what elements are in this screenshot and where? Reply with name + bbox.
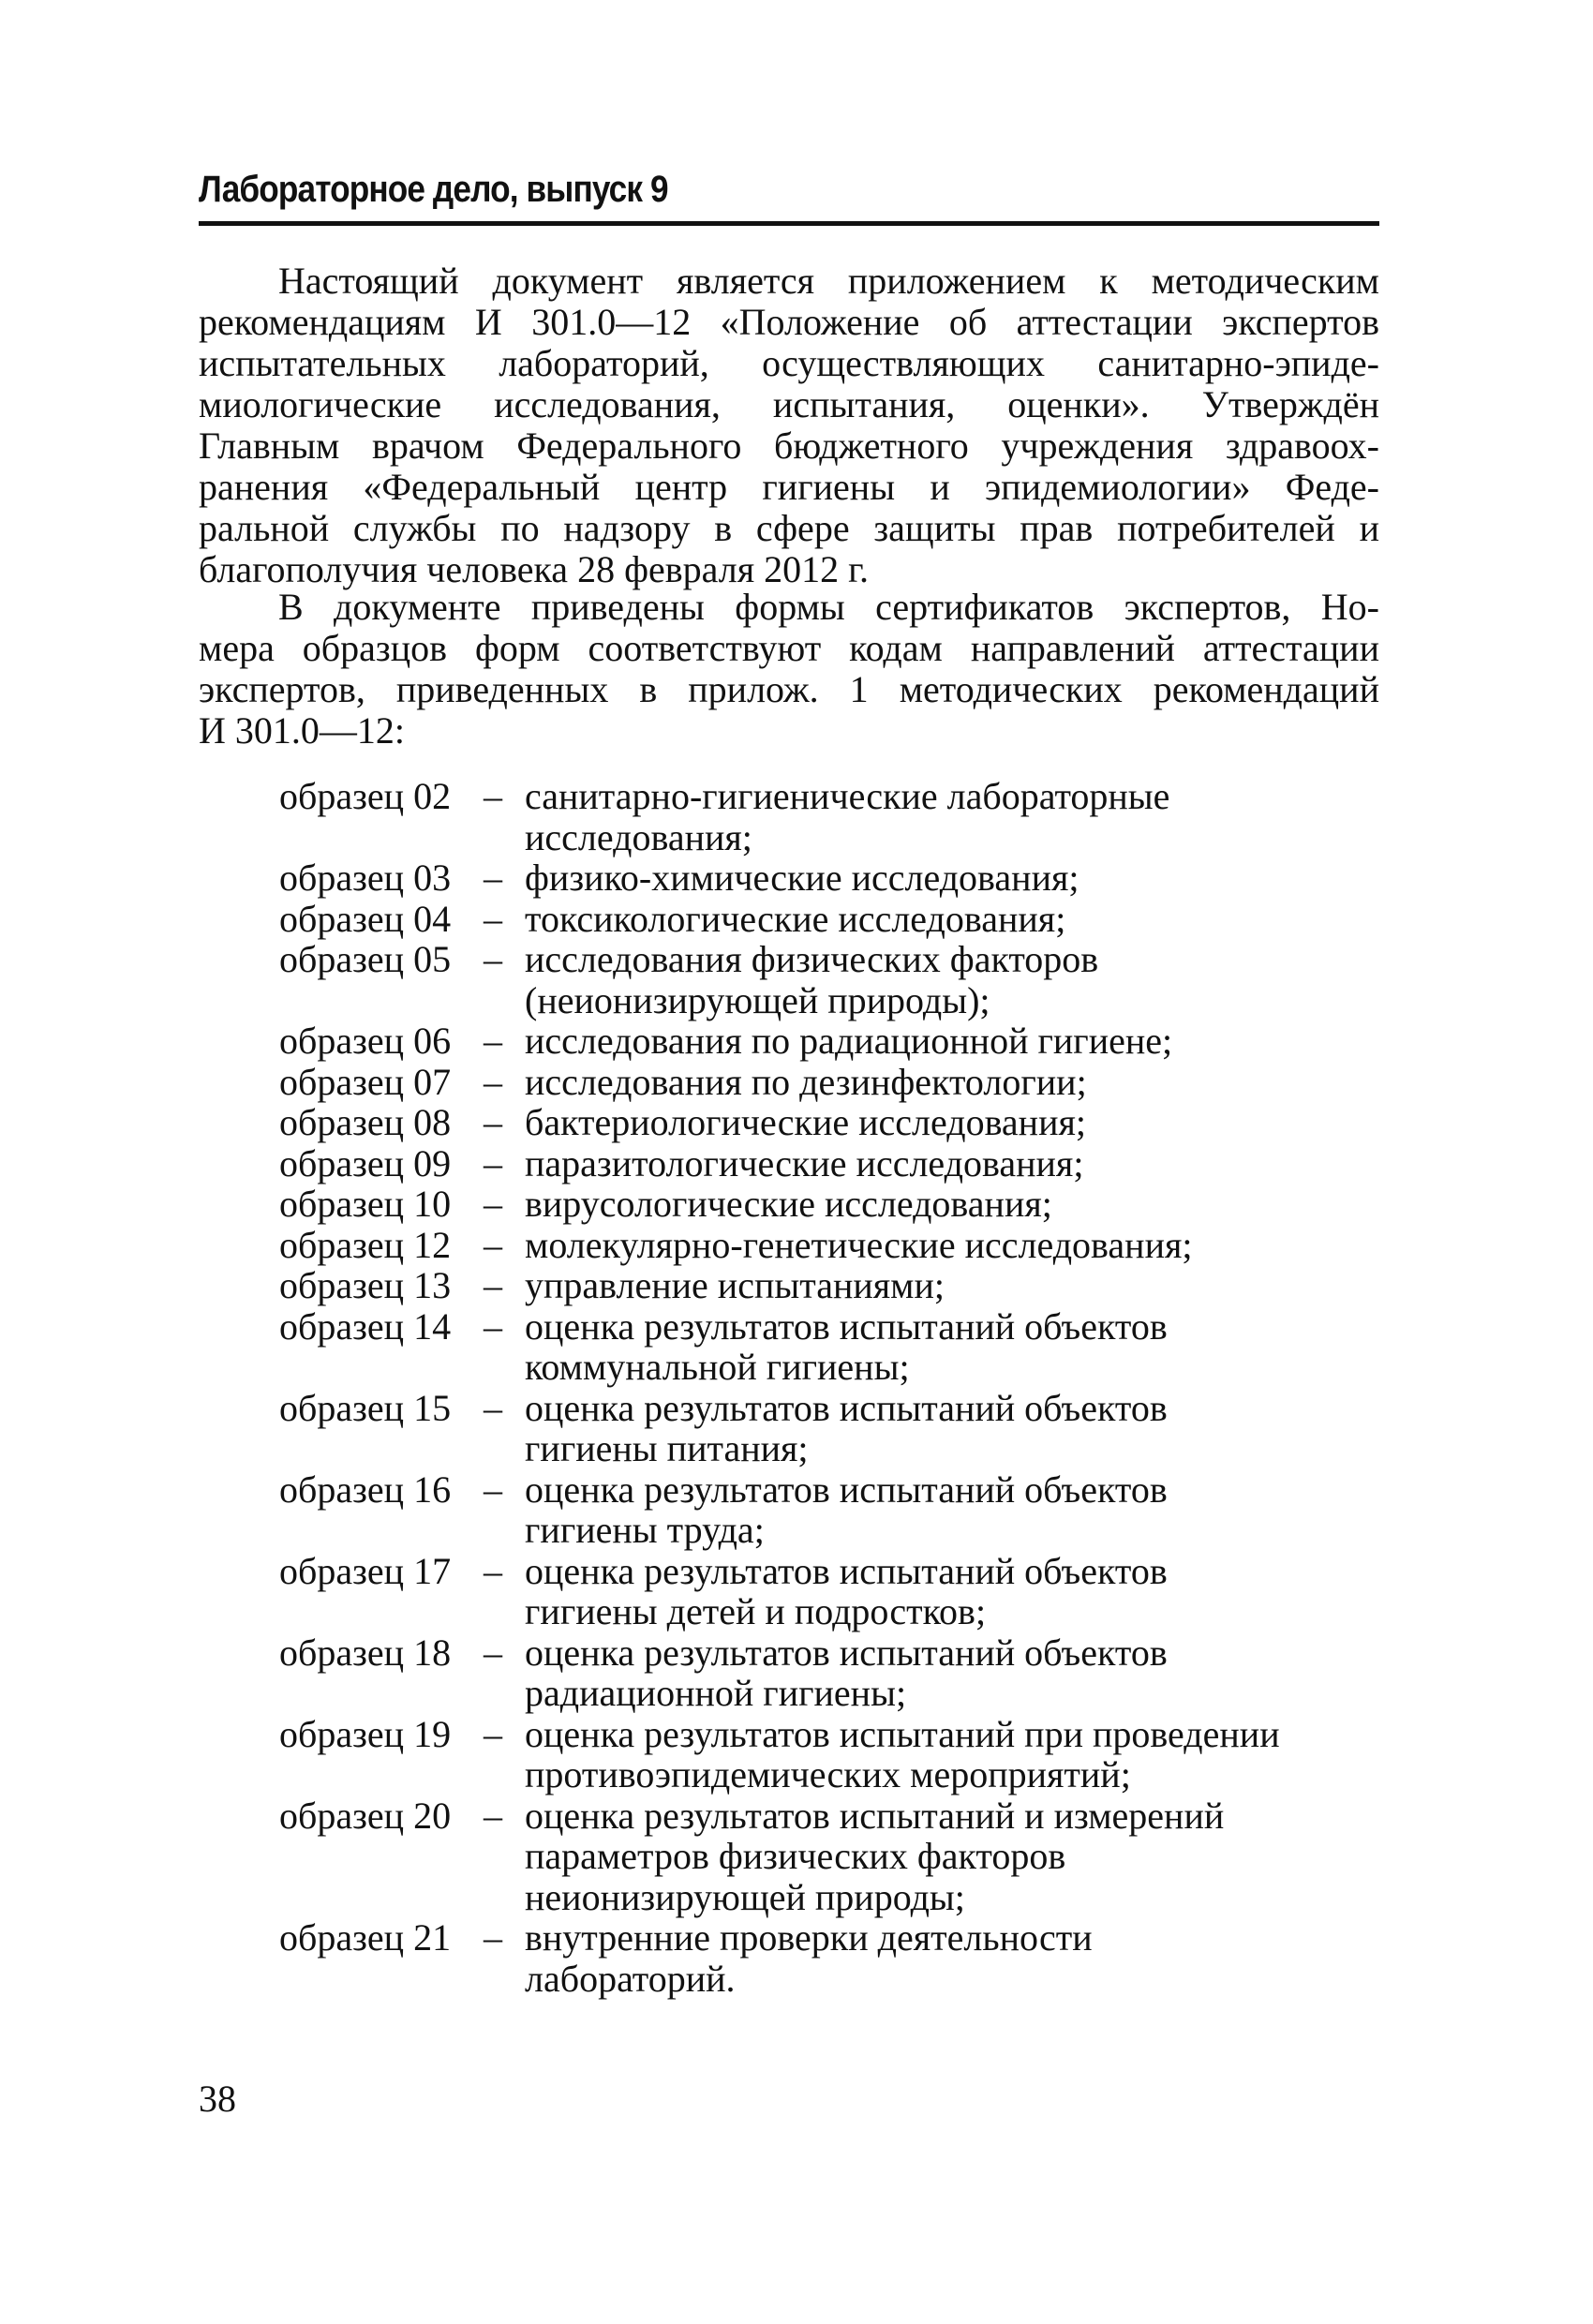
paragraph-line: В документе приведены формы сертификатов экспертов, Но- <box>278 586 1379 628</box>
sample-dash: – <box>484 1631 502 1674</box>
sample-item <box>279 1632 1404 1714</box>
paragraph-line: миологические исследования, испытания, оценки». Утверждён <box>199 383 1379 425</box>
sample-description: управление испытаниями; <box>525 1264 945 1306</box>
sample-description: исследования по дезинфектологии; <box>525 1060 1087 1103</box>
sample-dash: – <box>484 1183 502 1225</box>
sample-code: образец 20 <box>279 1794 452 1837</box>
sample-code: образец 18 <box>279 1631 452 1674</box>
paragraph-line: благополучия человека 28 февраля 2012 г. <box>199 548 869 590</box>
sample-item <box>279 1388 1404 1469</box>
paragraph-line: экспертов, приведенных в прилож. 1 методических рекомендаций <box>199 668 1379 710</box>
sample-item <box>279 1917 1404 1999</box>
sample-dash: – <box>484 1304 502 1348</box>
sample-item <box>279 857 1404 899</box>
sample-dash: – <box>484 897 502 940</box>
sample-code: образец 09 <box>279 1141 452 1184</box>
sample-code: образец 17 <box>279 1549 452 1592</box>
sample-item <box>279 1714 1404 1795</box>
sample-description: оценка результатов испытаний объектов гигиены детей и подростков; <box>525 1549 1168 1632</box>
sample-description: физико-химические исследования; <box>525 857 1079 899</box>
sample-code: образец 02 <box>279 775 452 817</box>
sample-description: оценка результатов испытаний объектов гигиены питания; <box>525 1386 1168 1469</box>
sample-item <box>279 1306 1404 1388</box>
sample-dash: – <box>484 938 502 980</box>
sample-description: исследования физических факторов (неионизирующей природы); <box>525 938 1099 1021</box>
sample-item <box>279 1102 1404 1143</box>
sample-item <box>279 776 1404 857</box>
sample-code: образец 06 <box>279 1020 452 1062</box>
sample-description: паразитологические исследования; <box>525 1141 1084 1184</box>
sample-dash: – <box>484 1794 502 1837</box>
sample-description: оценка результатов испытаний и измерений параметров физических факторов неионизирующей природы; <box>525 1794 1225 1918</box>
sample-dash: – <box>484 1020 502 1062</box>
sample-code: образец 03 <box>279 857 452 899</box>
sample-dash: – <box>484 1223 502 1266</box>
sample-code: образец 15 <box>279 1386 452 1429</box>
sample-item <box>279 1551 1404 1632</box>
sample-item <box>279 1020 1404 1062</box>
sample-description: бактериологические исследования; <box>525 1101 1087 1143</box>
sample-code: образец 21 <box>279 1916 452 1959</box>
sample-item <box>279 1062 1404 1103</box>
sample-dash: – <box>484 1712 502 1755</box>
sample-code: образец 16 <box>279 1467 452 1511</box>
paragraph-line: И 301.0—12: <box>199 709 405 752</box>
sample-dash: – <box>484 1916 502 1959</box>
sample-dash: – <box>484 1060 502 1103</box>
sample-item <box>279 1469 1404 1551</box>
sample-item <box>279 1225 1404 1266</box>
sample-dash: – <box>484 1141 502 1184</box>
sample-code: образец 13 <box>279 1264 452 1306</box>
sample-description: оценка результатов испытаний объектов радиационной гигиены; <box>525 1631 1168 1714</box>
sample-dash: – <box>484 775 502 817</box>
sample-item <box>279 1265 1404 1306</box>
sample-description: молекулярно-генетические исследования; <box>525 1223 1193 1266</box>
sample-code: образец 08 <box>279 1101 452 1143</box>
paragraph-line: мера образцов форм соответствуют кодам направлений аттестации <box>199 627 1379 669</box>
sample-item <box>279 899 1404 940</box>
sample-description: оценка результатов испытаний при проведении противоэпидемических мероприятий; <box>525 1712 1280 1795</box>
running-header-title: Лабораторное дело, выпуск 9 <box>199 169 668 210</box>
sample-dash: – <box>484 857 502 899</box>
paragraph-line: Настоящий документ является приложением к методическим <box>278 260 1379 302</box>
page-number: 38 <box>199 2078 236 2120</box>
sample-dash: – <box>484 1549 502 1592</box>
header-rule <box>199 221 1379 226</box>
paragraph-line: рекомендациям И 301.0—12 «Положение об аттестации экспертов <box>199 301 1379 343</box>
sample-description: вирусологические исследования; <box>525 1183 1052 1225</box>
sample-dash: – <box>484 1264 502 1306</box>
sample-description: оценка результатов испытаний объектов коммунальной гигиены; <box>525 1304 1168 1388</box>
sample-description: внутренние проверки деятельности лабораторий. <box>525 1916 1093 2000</box>
sample-code: образец 10 <box>279 1183 452 1225</box>
sample-dash: – <box>484 1101 502 1143</box>
sample-description: санитарно-гигиенические лабораторные исследования; <box>525 775 1170 858</box>
sample-code: образец 14 <box>279 1304 452 1348</box>
sample-item <box>279 1184 1404 1225</box>
sample-code: образец 12 <box>279 1223 452 1266</box>
paragraph-line: испытательных лабораторий, осуществляющих санитарно-эпиде- <box>199 342 1379 384</box>
sample-item <box>279 1143 1404 1184</box>
sample-description: токсикологические исследования; <box>525 897 1066 940</box>
sample-code: образец 04 <box>279 897 452 940</box>
sample-description: оценка результатов испытаний объектов гигиены труда; <box>525 1467 1168 1551</box>
paragraph-forms <box>199 587 1379 752</box>
sample-item <box>279 1795 1404 1918</box>
sample-code: образец 19 <box>279 1712 452 1755</box>
sample-code: образец 07 <box>279 1060 452 1103</box>
sample-dash: – <box>484 1467 502 1511</box>
sample-list <box>279 776 1404 1999</box>
sample-item <box>279 939 1404 1020</box>
paragraph-line: Главным врачом Федерального бюджетного учреждения здравоох- <box>199 425 1379 467</box>
sample-dash: – <box>484 1386 502 1429</box>
sample-code: образец 05 <box>279 938 452 980</box>
paragraph-line: ранения «Федеральный центр гигиены и эпидемиологии» Феде- <box>199 466 1379 508</box>
sample-description: исследования по радиационной гигиене; <box>525 1020 1173 1062</box>
paragraph-intro <box>199 261 1379 590</box>
paragraph-line: ральной службы по надзору в сфере защиты прав потребителей и <box>199 507 1379 549</box>
